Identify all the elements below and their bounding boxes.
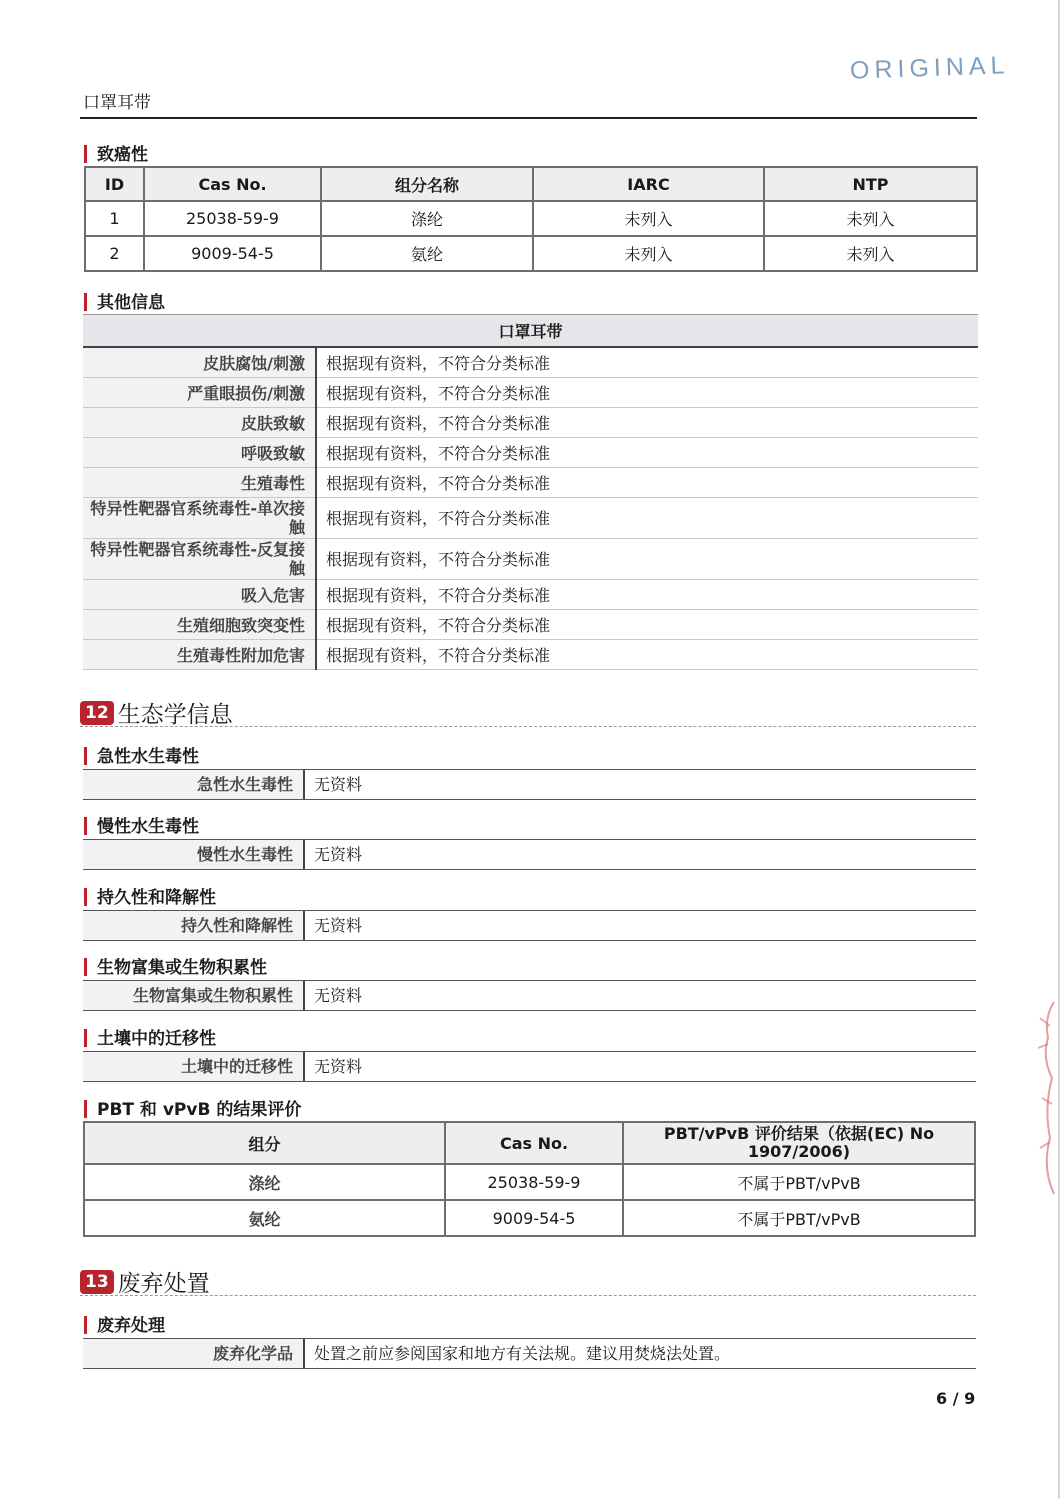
row-value: 根据现有资料，不符合分类标准 [316, 610, 978, 640]
section-heading-bioaccumulation: 生物富集或生物积累性 [84, 953, 267, 978]
row-label: 废弃化学品 [83, 1339, 305, 1368]
table-row [85, 201, 977, 236]
section-number-badge: 12 [80, 701, 114, 725]
chronic-row [83, 839, 976, 870]
section-heading-chronic: 慢性水生毒性 [84, 812, 199, 837]
section-heading-pbt: PBT 和 vPvB 的结果评价 [84, 1095, 301, 1120]
section-heading-carcinogenicity: 致癌性 [84, 140, 148, 165]
section-bar-icon [84, 1316, 87, 1334]
table-row [83, 610, 978, 640]
section-bar-icon [84, 747, 87, 765]
section-heading-disposal: 废弃处理 [84, 1311, 165, 1336]
row-label: 急性水生毒性 [83, 770, 305, 799]
section-bar-icon [84, 145, 87, 163]
table-cell: 不属于PBT/vPvB [623, 1200, 975, 1236]
table-header: 口罩耳带 [83, 315, 978, 348]
acute-row [83, 769, 976, 800]
row-label: 皮肤致敏 [83, 408, 316, 438]
row-label: 特异性靶器官系统毒性-反复接触 [83, 539, 316, 580]
row-label: 生殖毒性附加危害 [83, 640, 316, 670]
table-cell: 涤纶 [321, 201, 533, 236]
table-row [83, 468, 978, 498]
section-bar-icon [84, 293, 87, 311]
row-value: 无资料 [314, 775, 363, 794]
section-13-header [80, 1265, 976, 1296]
table-cell: 25038-59-9 [445, 1164, 623, 1200]
row-label: 土壤中的迁移性 [83, 1052, 305, 1081]
disposal-row [83, 1338, 976, 1369]
section-heading-soil: 土壤中的迁移性 [84, 1024, 216, 1049]
section-bar-icon [84, 1029, 87, 1047]
red-seal-fragment [1034, 998, 1060, 1198]
table-row [83, 347, 978, 378]
row-label: 生殖毒性 [83, 468, 316, 498]
row-label: 特异性靶器官系统毒性-单次接触 [83, 498, 316, 539]
soil-row [83, 1051, 976, 1082]
other-info-table [83, 314, 978, 670]
document-title: 口罩耳带 [83, 93, 151, 113]
row-value: 根据现有资料，不符合分类标准 [316, 408, 978, 438]
section-bar-icon [84, 817, 87, 835]
table-row [84, 1200, 975, 1236]
section-heading-acute: 急性水生毒性 [84, 742, 199, 767]
table-cell: 涤纶 [84, 1164, 445, 1200]
row-label: 生殖细胞致突变性 [83, 610, 316, 640]
table-row [83, 580, 978, 610]
header-cell: ID [85, 167, 144, 201]
table-cell: 未列入 [764, 236, 977, 271]
header-cell: Cas No. [445, 1122, 623, 1164]
table-row [83, 640, 978, 670]
section-bar-icon [84, 958, 87, 976]
bioaccumulation-row [83, 980, 976, 1011]
page-number: 6 / 9 [936, 1389, 976, 1408]
row-label: 持久性和降解性 [83, 911, 305, 940]
row-value: 无资料 [314, 845, 363, 864]
table-cell: 9009-54-5 [445, 1200, 623, 1236]
row-label: 吸入危害 [83, 580, 316, 610]
section-12-header [80, 696, 976, 727]
section-number-badge: 13 [80, 1270, 114, 1294]
table-header-row [84, 1122, 975, 1164]
table-cell: 2 [85, 236, 144, 271]
section-heading-persistence: 持久性和降解性 [84, 883, 216, 908]
section-bar-icon [84, 1100, 87, 1118]
table-row [85, 236, 977, 271]
row-value: 根据现有资料，不符合分类标准 [316, 438, 978, 468]
row-label: 皮肤腐蚀/刺激 [83, 347, 316, 378]
table-row [83, 438, 978, 468]
table-cell: 未列入 [764, 201, 977, 236]
header-cell: IARC [533, 167, 764, 201]
table-cell: 氨纶 [321, 236, 533, 271]
table-cell: 未列入 [533, 201, 764, 236]
section-heading-other-info: 其他信息 [84, 288, 165, 313]
section-bar-icon [84, 888, 87, 906]
header-cell: 组分名称 [321, 167, 533, 201]
table-cell: 1 [85, 201, 144, 236]
persistence-row [83, 910, 976, 941]
carcinogenicity-table [84, 166, 978, 272]
row-label: 呼吸致敏 [83, 438, 316, 468]
pbt-table [83, 1121, 976, 1237]
header-rule [80, 117, 977, 119]
row-value: 根据现有资料，不符合分类标准 [316, 498, 978, 539]
table-row [83, 408, 978, 438]
table-cell: 未列入 [533, 236, 764, 271]
table-cell: 不属于PBT/vPvB [623, 1164, 975, 1200]
row-value: 根据现有资料，不符合分类标准 [316, 580, 978, 610]
row-label: 慢性水生毒性 [83, 840, 305, 869]
table-row [83, 539, 978, 580]
row-label: 生物富集或生物积累性 [83, 981, 305, 1010]
row-value: 根据现有资料，不符合分类标准 [316, 640, 978, 670]
header-cell: NTP [764, 167, 977, 201]
section-title: 废弃处置 [117, 1271, 210, 1297]
row-value: 根据现有资料，不符合分类标准 [316, 468, 978, 498]
row-label: 严重眼损伤/刺激 [83, 378, 316, 408]
row-value: 无资料 [314, 986, 363, 1005]
table-row [84, 1164, 975, 1200]
table-row [83, 378, 978, 408]
header-cell: 组分 [84, 1122, 445, 1164]
row-value: 根据现有资料，不符合分类标准 [316, 347, 978, 378]
header-cell: PBT/vPvB 评价结果（依据(EC) No 1907/2006) [623, 1122, 975, 1164]
table-cell: 氨纶 [84, 1200, 445, 1236]
row-value: 根据现有资料，不符合分类标准 [316, 539, 978, 580]
original-stamp: ORIGINAL [849, 51, 1010, 85]
header-cell: Cas No. [144, 167, 321, 201]
table-cell: 9009-54-5 [144, 236, 321, 271]
row-value: 处置之前应参阅国家和地方有关法规。建议用焚烧法处置。 [314, 1344, 731, 1363]
table-header-row [83, 315, 978, 348]
row-value: 根据现有资料，不符合分类标准 [316, 378, 978, 408]
table-cell: 25038-59-9 [144, 201, 321, 236]
table-header-row [85, 167, 977, 201]
row-value: 无资料 [314, 916, 363, 935]
row-value: 无资料 [314, 1057, 363, 1076]
table-row [83, 498, 978, 539]
section-title: 生态学信息 [117, 702, 233, 728]
